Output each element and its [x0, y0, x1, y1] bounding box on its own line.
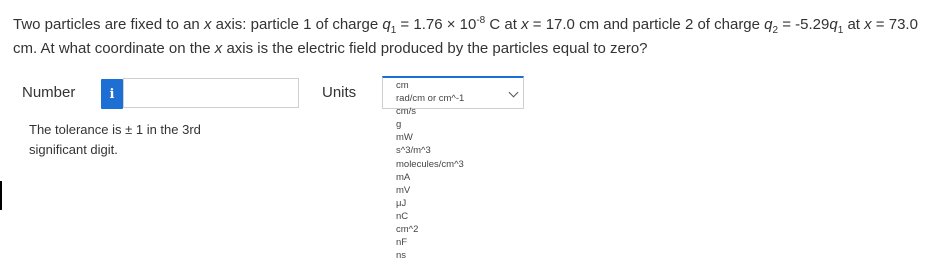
subscript: 1	[390, 25, 397, 36]
units-option[interactable]: mV	[396, 184, 411, 196]
units-option[interactable]: ns	[396, 250, 407, 262]
units-label: Units	[322, 84, 357, 101]
tolerance-line-1: The tolerance is ± 1 in the 3rd	[29, 122, 201, 137]
subscript: 1	[837, 25, 844, 36]
var-x: x	[203, 16, 212, 33]
var-x: x	[521, 16, 529, 33]
units-option[interactable]: mA	[396, 171, 411, 183]
exponent: -8	[476, 15, 486, 26]
units-option[interactable]: nC	[396, 210, 409, 222]
units-options-list[interactable]	[396, 79, 516, 262]
question-fragment: = 1.76 × 10	[396, 16, 477, 33]
units-option[interactable]: cm/s	[396, 106, 417, 118]
units-option[interactable]: s^3/m^3	[396, 145, 431, 157]
units-option[interactable]: mW	[396, 132, 413, 144]
subscript: 2	[772, 25, 779, 36]
units-option[interactable]: molecules/cm^3	[396, 158, 464, 170]
number-input[interactable]	[123, 78, 299, 108]
units-option[interactable]: μJ	[396, 197, 407, 209]
tolerance-line-2: significant digit.	[29, 142, 118, 157]
var-q: q	[382, 16, 391, 33]
question-fragment: = -5.29	[778, 16, 830, 33]
units-option[interactable]: rad/cm or cm^-1	[396, 93, 465, 105]
var-q: q	[829, 16, 838, 33]
info-icon[interactable]: i	[101, 79, 123, 109]
var-x: x	[214, 40, 223, 57]
question-text	[13, 13, 938, 61]
text-cursor	[0, 181, 2, 210]
number-label: Number	[22, 84, 76, 101]
units-option[interactable]: nF	[396, 237, 408, 249]
question-line-2	[13, 37, 938, 61]
tolerance-note	[29, 120, 229, 160]
question-fragment: at	[843, 16, 865, 33]
question-fragment: = 73.0	[871, 16, 918, 33]
units-option[interactable]: cm	[396, 80, 409, 91]
question-fragment: Two particles are fixed to an	[13, 16, 204, 33]
question-fragment: axis: particle 1 of charge	[211, 16, 383, 33]
var-q: q	[764, 16, 773, 33]
question-fragment: axis is the electric field produced by the particles equal to zero?	[222, 40, 648, 57]
question-fragment: cm. At what coordinate on the	[13, 40, 215, 57]
question-line-1	[13, 13, 938, 37]
units-option[interactable]: g	[396, 119, 402, 131]
question-fragment: = 17.0 cm and particle 2 of charge	[528, 16, 765, 33]
units-option[interactable]: cm^2	[396, 224, 419, 236]
var-x: x	[864, 16, 872, 33]
question-fragment: C at	[485, 16, 522, 33]
